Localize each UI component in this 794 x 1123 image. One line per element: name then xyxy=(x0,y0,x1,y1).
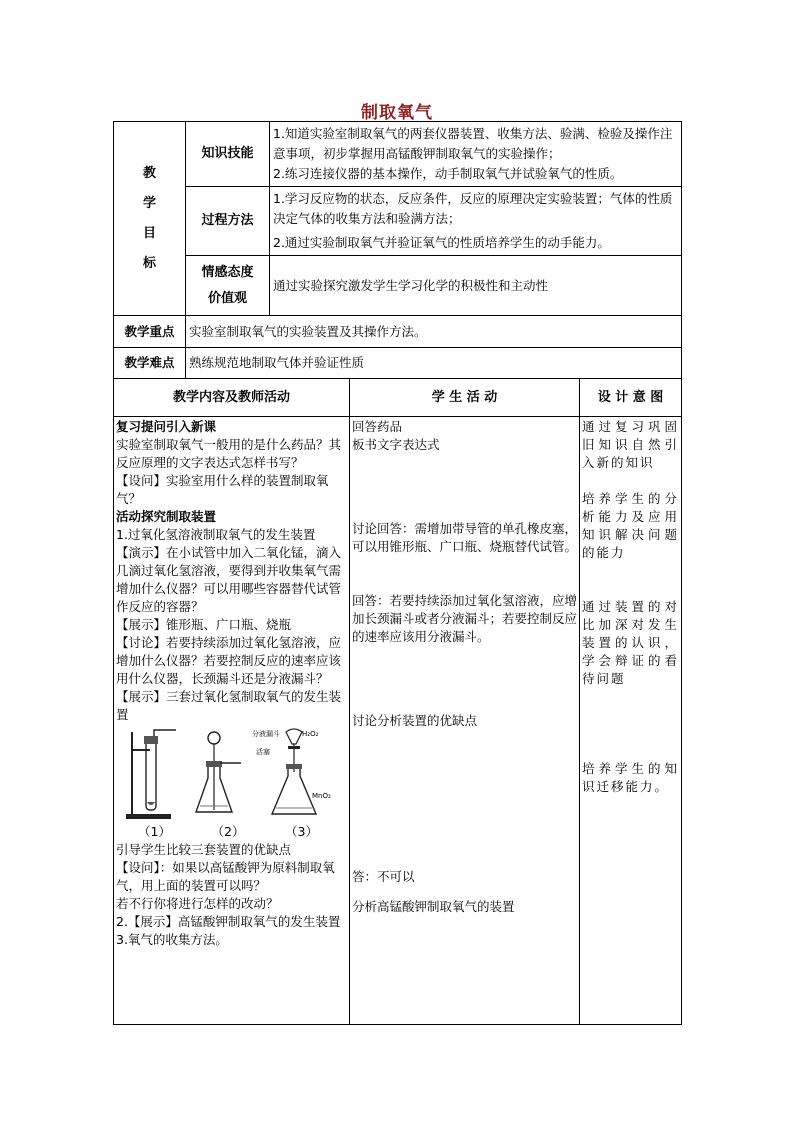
key-point-label: 教学重点 xyxy=(114,316,186,348)
svg-text:MnO₂: MnO₂ xyxy=(312,792,331,800)
key-point-text: 实验室制取氧气的实验装置及其操作方法。 xyxy=(186,316,682,348)
intent-column-header: 设 计 意 图 xyxy=(580,379,682,417)
teacher-column-header: 教学内容及教师活动 xyxy=(114,379,350,417)
difficulty-label: 教学难点 xyxy=(114,348,186,379)
apparatus-2-icon xyxy=(196,732,241,812)
process-label: 过程方法 xyxy=(186,187,270,256)
student-column-header: 学 生 活 动 xyxy=(350,379,580,417)
design-intent: 通过复习巩固旧知识自然引入新的知识 培养学生的分析能力及应用知识解决问题的能力 通过装置的对比加深对发生装置的认识，学会辩证的看待问题 培养学生的知识迁移能力。 xyxy=(580,417,682,1025)
svg-text:活塞: 活塞 xyxy=(256,748,270,756)
page-title: 制取氧气 xyxy=(361,103,433,123)
caption-3: （3） xyxy=(285,824,318,839)
apparatus-1-icon xyxy=(126,730,176,819)
difficulty-text: 熟练规范地制取气体并验证性质 xyxy=(186,348,682,379)
svg-text:H₂O₂: H₂O₂ xyxy=(302,730,319,738)
section-review: 复习提问引入新课 xyxy=(116,419,217,434)
emotion-label: 情感态度 价值观 xyxy=(186,256,270,316)
caption-1: （1） xyxy=(138,824,171,839)
section-explore: 活动探究制取装置 xyxy=(116,509,217,524)
process-content: 1.学习反应物的状态，反应条件，反应的原理决定实验装置；气体的性质决定气体的收集方法和验满方法； 2.通过实验制取氧气并验证氧气的性质培养学生的动手能力。 xyxy=(270,187,682,256)
lesson-plan-table xyxy=(113,121,682,1025)
apparatus-3-icon xyxy=(252,729,331,814)
caption-2: （2） xyxy=(211,824,245,839)
knowledge-label: 知识技能 xyxy=(186,122,270,187)
knowledge-content: 1.知道实验室制取氧气的两套仪器装置、收集方法、验满、检验及操作注意事项，初步掌握用高锰酸钾制取氧气的实验操作； 2.练习连接仪器的基本操作，动手制取氧气并试验氧气的性质。 xyxy=(270,122,682,187)
objectives-header: 教 学 目 标 xyxy=(114,122,186,316)
svg-text:分液漏斗: 分液漏斗 xyxy=(252,730,280,738)
student-activities: 回答药品 板书文字表达式 讨论回答：需增加带导管的单孔橡皮塞，可以用锥形瓶、广口瓶、烧瓶替代试管。 回答：若要持续添加过氧化氢溶液，应增加长颈漏斗或者分液漏斗；若要控制反应的速率应该用分液漏斗。 讨论分析装置的优缺点 答：不可以 分析高锰酸钾制取氧气的装置 xyxy=(350,417,580,1025)
apparatus-figure xyxy=(116,728,341,823)
teacher-activities: 复习提问引入新课 实验室制取氧气一般用的是什么药品？其反应原理的文字表达式怎样书写？ 【设问】实验室用什么样的装置制取氧气？ 活动探究制取装置 1.过氧化氢溶液制取氧气的发生装置 【演示】在小试管中加入二氧化锰，滴入几滴过氧化氢溶液，要得到并收集氧气需增加什么仪器？可以用哪些容器替代试管作反应的容器？ 【展示】锥形瓶、广口瓶、烧瓶 【讨论】若要持续添加过氧化氢溶液，应增加什么仪器？若要控制反应的速率应该用什么仪器，长颈漏斗还是分液漏斗？ 【展示】三套过氧化氢制取氧气的发生装置 分液漏斗 H₂O₂ 活塞 MnO₂ （1） （2） （3） 引导学生比较三套装置的优缺点 【设问】：如果以高锰酸钾为原料制取氧气，用上面的装置可以吗？ 若不行你将进行怎样的改动？ 2.【展示】高锰酸钾制取氧气的发生装置 3.氧气的收集方法。 xyxy=(114,417,350,1025)
emotion-content: 通过实验探究激发学生学习化学的积极性和主动性 xyxy=(270,256,682,316)
